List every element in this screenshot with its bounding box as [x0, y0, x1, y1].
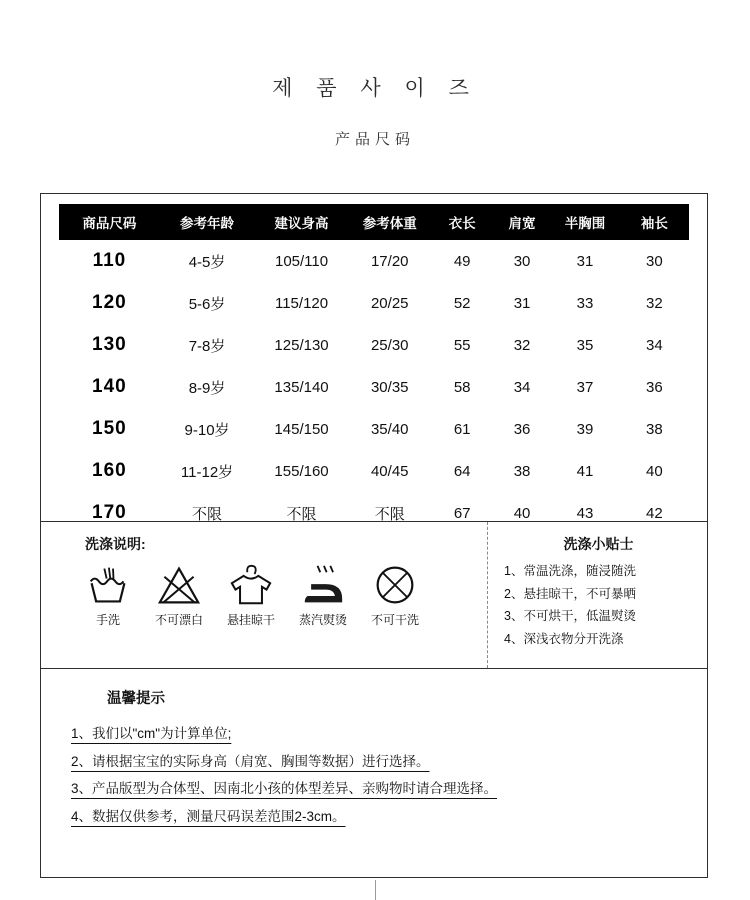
- size-value-cell: 34: [513, 378, 531, 396]
- size-value-cell: 34: [645, 336, 663, 354]
- no-bleach-icon: [155, 562, 203, 606]
- size-value-cell: 25/30: [370, 336, 409, 354]
- size-value-cell: 8-9岁: [188, 379, 226, 397]
- notice-item: 4、数据仅供参考，测量尺码误差范围2-3cm。: [71, 809, 346, 825]
- notice-title: 温馨提示: [107, 691, 165, 707]
- column-header: 参考体重: [349, 204, 431, 240]
- column-header: 半胸围: [550, 204, 619, 240]
- size-value-cell: 115/120: [274, 294, 329, 312]
- wash-icon-label: 不可干洗: [371, 613, 420, 627]
- page-header: [0, 0, 750, 149]
- page-title-chinese: 产品尺码: [334, 131, 415, 148]
- size-value-cell: 58: [453, 378, 471, 396]
- wash-tip-item: 4、深浅衣物分开洗涤: [504, 631, 624, 646]
- wash-icon-no-bleach: [155, 562, 203, 628]
- wash-icon-steam-iron: [299, 562, 347, 628]
- size-value-cell: 7-8岁: [188, 337, 226, 355]
- size-code-cell: 160: [92, 460, 127, 481]
- wash-section: [41, 521, 707, 668]
- bottom-divider: [375, 880, 376, 900]
- size-value-cell: 30: [645, 252, 663, 270]
- size-value-cell: 42: [645, 504, 663, 522]
- size-value-cell: 49: [453, 252, 471, 270]
- steam-iron-icon: [299, 562, 347, 606]
- wash-tip-item: 1、常温洗涤，随浸随洗: [504, 564, 636, 578]
- size-value-cell: 155/160: [274, 462, 329, 480]
- size-value-cell: 不限: [192, 505, 223, 523]
- size-value-cell: 39: [576, 420, 594, 438]
- size-value-cell: 35: [576, 336, 594, 354]
- notice-item: 3、产品版型为合体型、因南北小孩的体型差异、亲购物时请合理选择。: [71, 781, 498, 797]
- page-title-korean: 제 품 사 이 즈: [272, 77, 478, 100]
- size-value-cell: 30/35: [370, 378, 409, 396]
- wash-icon-label: 手洗: [95, 613, 120, 627]
- size-value-cell: 40/45: [370, 462, 409, 480]
- size-value-cell: 17/20: [370, 252, 409, 270]
- size-table-row: [59, 282, 689, 324]
- size-value-cell: 55: [453, 336, 471, 354]
- size-code-cell: 120: [92, 292, 127, 313]
- notice-list: [71, 720, 683, 831]
- size-table-section: [41, 194, 707, 521]
- size-value-cell: 32: [513, 336, 531, 354]
- size-value-cell: 105/110: [274, 252, 329, 270]
- wash-icons-row: [85, 562, 487, 628]
- size-value-cell: 5-6岁: [188, 295, 226, 313]
- wash-icon-hand-wash: [85, 562, 131, 628]
- size-table-row: [59, 240, 689, 282]
- size-value-cell: 不限: [286, 505, 317, 523]
- size-value-cell: 40: [513, 504, 531, 522]
- wash-icon-no-dry-clean: [371, 562, 419, 628]
- wash-icon-label: 不可漂白: [155, 613, 204, 627]
- size-code-cell: 170: [92, 502, 127, 523]
- size-code-cell: 140: [92, 376, 127, 397]
- size-value-cell: 38: [513, 462, 531, 480]
- size-value-cell: 40: [645, 462, 663, 480]
- size-value-cell: 145/150: [274, 420, 329, 438]
- size-value-cell: 67: [453, 504, 471, 522]
- size-value-cell: 43: [576, 504, 594, 522]
- wash-tip-item: 3、不可烘干，低温熨烫: [504, 609, 636, 623]
- size-value-cell: 9-10岁: [184, 421, 230, 439]
- size-value-cell: 31: [576, 252, 594, 270]
- size-value-cell: 30: [513, 252, 531, 270]
- content-box: [40, 193, 708, 878]
- size-code-cell: 130: [92, 334, 127, 355]
- size-table: [59, 204, 689, 534]
- size-value-cell: 32: [645, 294, 663, 312]
- size-value-cell: 11-12岁: [180, 463, 234, 481]
- size-value-cell: 35/40: [370, 420, 409, 438]
- column-header: 袖长: [620, 204, 689, 240]
- size-table-row: [59, 324, 689, 366]
- size-value-cell: 20/25: [370, 294, 409, 312]
- column-header: 商品尺码: [59, 204, 160, 240]
- notice-item: 1、我们以"cm"为计算单位;: [71, 726, 232, 741]
- size-value-cell: 不限: [374, 505, 405, 523]
- hang-dry-icon: [227, 562, 275, 606]
- size-value-cell: 64: [453, 462, 471, 480]
- wash-icon-hang-dry: [227, 562, 275, 628]
- size-table-header-row: [59, 204, 689, 240]
- wash-tips: [488, 522, 707, 668]
- size-table-row: [59, 408, 689, 450]
- column-header: 肩宽: [494, 204, 551, 240]
- size-value-cell: 41: [576, 462, 594, 480]
- size-table-row: [59, 366, 689, 408]
- size-value-cell: 36: [513, 420, 531, 438]
- size-value-cell: 125/130: [274, 336, 329, 354]
- size-value-cell: 36: [645, 378, 663, 396]
- wash-tips-list: [504, 560, 693, 650]
- size-value-cell: 61: [453, 420, 471, 438]
- wash-instructions: [41, 522, 488, 668]
- notice-section: [41, 668, 707, 877]
- size-value-cell: 31: [513, 294, 531, 312]
- column-header: 参考年龄: [160, 204, 255, 240]
- wash-tip-item: 2、悬挂晾干，不可暴晒: [504, 586, 636, 601]
- size-value-cell: 38: [645, 420, 663, 438]
- size-code-cell: 150: [92, 418, 127, 439]
- size-value-cell: 135/140: [274, 378, 329, 396]
- size-value-cell: 33: [576, 294, 594, 312]
- hand-wash-icon: [85, 562, 131, 606]
- column-header: 衣长: [431, 204, 494, 240]
- size-value-cell: 52: [453, 294, 471, 312]
- notice-item: 2、请根据宝宝的实际身高（肩宽、胸围等数据）进行选择。: [71, 753, 430, 769]
- size-table-row: [59, 450, 689, 492]
- column-header: 建议身高: [254, 204, 349, 240]
- wash-icon-label: 蒸汽熨烫: [299, 613, 348, 627]
- wash-icon-label: 悬挂晾干: [227, 613, 276, 627]
- size-value-cell: 37: [576, 378, 594, 396]
- no-dry-clean-icon: [371, 562, 419, 606]
- wash-instructions-title: 洗涤说明:: [85, 536, 146, 552]
- size-value-cell: 4-5岁: [188, 253, 226, 271]
- size-code-cell: 110: [92, 250, 127, 271]
- wash-tips-title: 洗涤小贴士: [563, 536, 634, 552]
